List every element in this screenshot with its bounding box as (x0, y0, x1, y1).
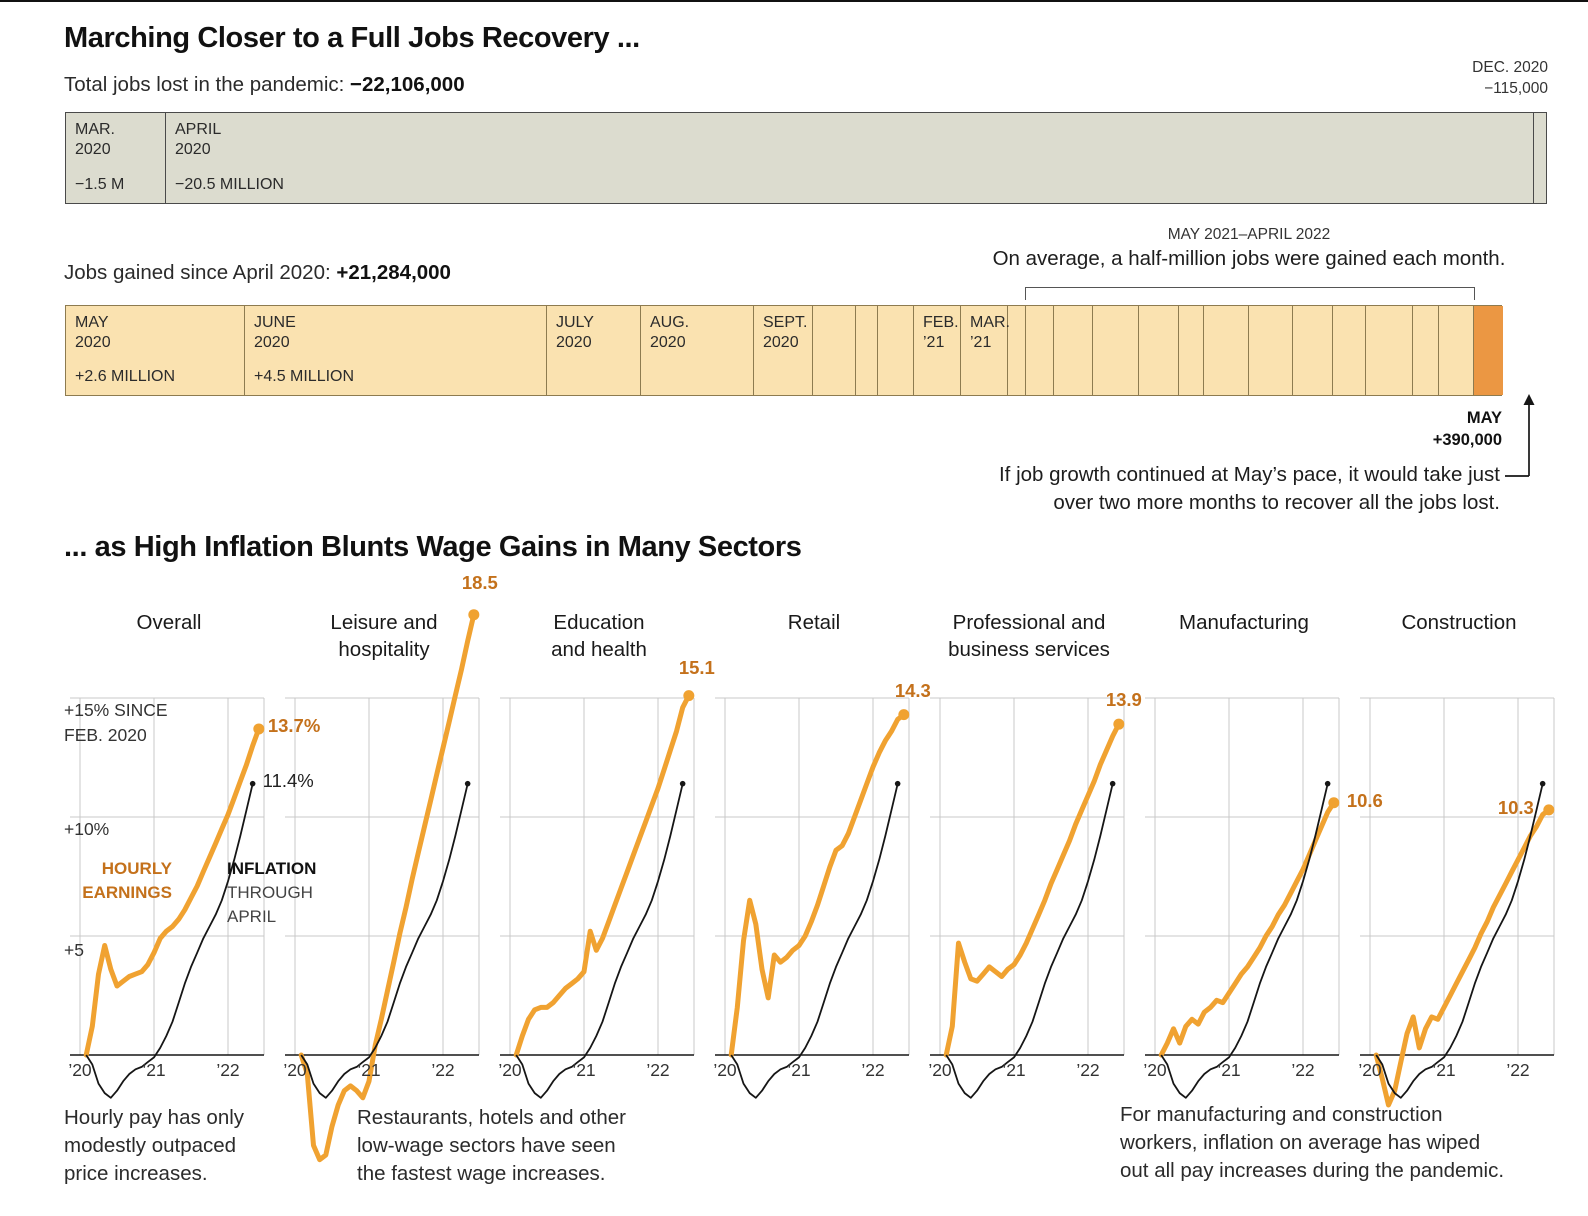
jobs-gained-segment-value: +4.5 MILLION (254, 368, 355, 385)
x-tick-20: ’20 (283, 1060, 307, 1080)
inflation-end-dot (1540, 781, 1546, 787)
x-tick-22: ’22 (646, 1060, 670, 1080)
dec-2020-note: DEC. 2020 −115,000 (1472, 59, 1548, 97)
panel-title-5: Manufacturing (1179, 611, 1309, 634)
inflation-end-dot (895, 781, 901, 787)
hourly-earnings-end-dot (683, 690, 694, 701)
end-value-label-4: 13.9 (1105, 689, 1142, 711)
x-tick-21: ’21 (787, 1060, 811, 1080)
y-axis-label-10: +10% (64, 819, 110, 839)
x-tick-21: ’21 (572, 1060, 596, 1080)
y-axis-label-5: +5 (64, 940, 84, 960)
inflation-legend: INFLATION THROUGH APRIL (227, 859, 317, 926)
may-callout: MAY +390,000 (1432, 409, 1502, 449)
x-tick-20: ’20 (1143, 1060, 1167, 1080)
panel-title-4: Professional and business services (948, 611, 1110, 661)
caption-leisure: Restaurants, hotels and other low-wage sectors have seen the fastest wage increases. (357, 1106, 626, 1185)
hourly-earnings-line (946, 724, 1119, 1055)
end-value-label-6: 10.3 (1497, 796, 1534, 818)
end-value-label-0: 13.7% (267, 714, 321, 736)
hourly-earnings-line (516, 696, 689, 1055)
jobs-lost-segment-month-label: MAR. 2020 (75, 121, 115, 158)
inflation-end-value-label: 11.4% (262, 769, 314, 791)
x-tick-21: ’21 (1217, 1060, 1241, 1080)
hourly-earnings-end-dot (253, 723, 264, 734)
x-tick-22: ’22 (1076, 1060, 1100, 1080)
x-tick-20: ’20 (1358, 1060, 1382, 1080)
caption-overall: Hourly pay has only modestly outpaced price increases. (64, 1106, 245, 1185)
jobs-gained-label: Jobs gained since April 2020: (64, 261, 337, 284)
x-tick-20: ’20 (928, 1060, 952, 1080)
inflation-end-dot (680, 781, 686, 787)
jobs-gained-segment-month-label: SEPT. 2020 (763, 314, 808, 351)
page-title: Marching Closer to a Full Jobs Recovery ... (64, 22, 640, 54)
jobs-lost-segment-month-label: APRIL 2020 (175, 121, 222, 158)
section2-title: ... as High Inflation Blunts Wage Gains in Many Sectors (64, 531, 802, 563)
panel-title-6: Construction (1401, 611, 1517, 634)
hourly-earnings-end-dot (1113, 719, 1124, 730)
panel-title-2: Education and health (551, 611, 647, 661)
end-value-label-3: 14.3 (894, 679, 931, 701)
x-tick-21: ’21 (142, 1060, 166, 1080)
jobs-lost-segment-value: −20.5 MILLION (175, 176, 284, 193)
panel-title-1: Leisure and hospitality (330, 611, 438, 661)
caption-manufacturing-construction: For manufacturing and construction workers, inflation on average has wiped out all pay increases during the pandemic. (1120, 1103, 1505, 1182)
hourly-earnings-end-dot (898, 709, 909, 720)
inflation-end-dot (465, 781, 471, 787)
x-tick-22: ’22 (431, 1060, 455, 1080)
hourly-earnings-end-dot (1543, 804, 1554, 815)
y-axis-label-feb2020: FEB. 2020 (64, 725, 147, 745)
x-tick-22: ’22 (1506, 1060, 1530, 1080)
jobs-gained-segment-month-label: AUG. 2020 (650, 314, 690, 351)
x-tick-21: ’21 (357, 1060, 381, 1080)
jobs-gained-segment-month-label: JULY 2020 (556, 314, 594, 351)
x-tick-22: ’22 (216, 1060, 240, 1080)
end-value-label-5: 10.6 (1346, 789, 1383, 811)
jobs-gained-segment-month-label: FEB. ’21 (923, 314, 959, 351)
jobs-lost-value: −22,106,000 (350, 73, 465, 96)
inflation-end-dot (1110, 781, 1116, 787)
hourly-earnings-line (731, 715, 904, 1055)
jobs-gained-segment-month-label: MAR. ’21 (970, 314, 1010, 351)
panel-title-0: Overall (136, 611, 202, 634)
bracket-title: MAY 2021–APRIL 2022 (1167, 226, 1331, 243)
jobs-gained-segment-month-label: MAY 2020 (75, 314, 111, 351)
hourly-earnings-legend: HOURLY EARNINGS (82, 859, 172, 902)
jobs-gained-segment-value: +2.6 MILLION (75, 368, 176, 385)
hourly-earnings-end-dot (1328, 797, 1339, 808)
bracket-subtitle: On average, a half-million jobs were gained each month. (992, 247, 1506, 270)
x-tick-22: ’22 (861, 1060, 885, 1080)
x-tick-20: ’20 (713, 1060, 737, 1080)
jobs-gained-value: +21,284,000 (336, 261, 451, 284)
jobs-lost-segment-value: −1.5 M (75, 176, 125, 193)
jobs-gained-segment-month-label: JUNE 2020 (254, 314, 296, 351)
x-tick-20: ’20 (498, 1060, 522, 1080)
x-tick-20: ’20 (68, 1060, 92, 1080)
x-tick-21: ’21 (1432, 1060, 1456, 1080)
hourly-earnings-line (1161, 803, 1334, 1055)
end-value-label-1: 18.5 (461, 571, 498, 593)
x-tick-21: ’21 (1002, 1060, 1026, 1080)
jobs-lost-label: Total jobs lost in the pandemic: (64, 73, 351, 96)
y-axis-label-15: +15% SINCE (64, 700, 168, 720)
panel-title-3: Retail (787, 611, 841, 634)
inflation-end-dot (250, 781, 256, 787)
x-tick-22: ’22 (1291, 1060, 1315, 1080)
inflation-end-dot (1325, 781, 1331, 787)
end-value-label-2: 15.1 (678, 656, 715, 678)
may-note: If job growth continued at May’s pace, it would take just over two more months to recover all the jobs lost. (998, 463, 1500, 514)
